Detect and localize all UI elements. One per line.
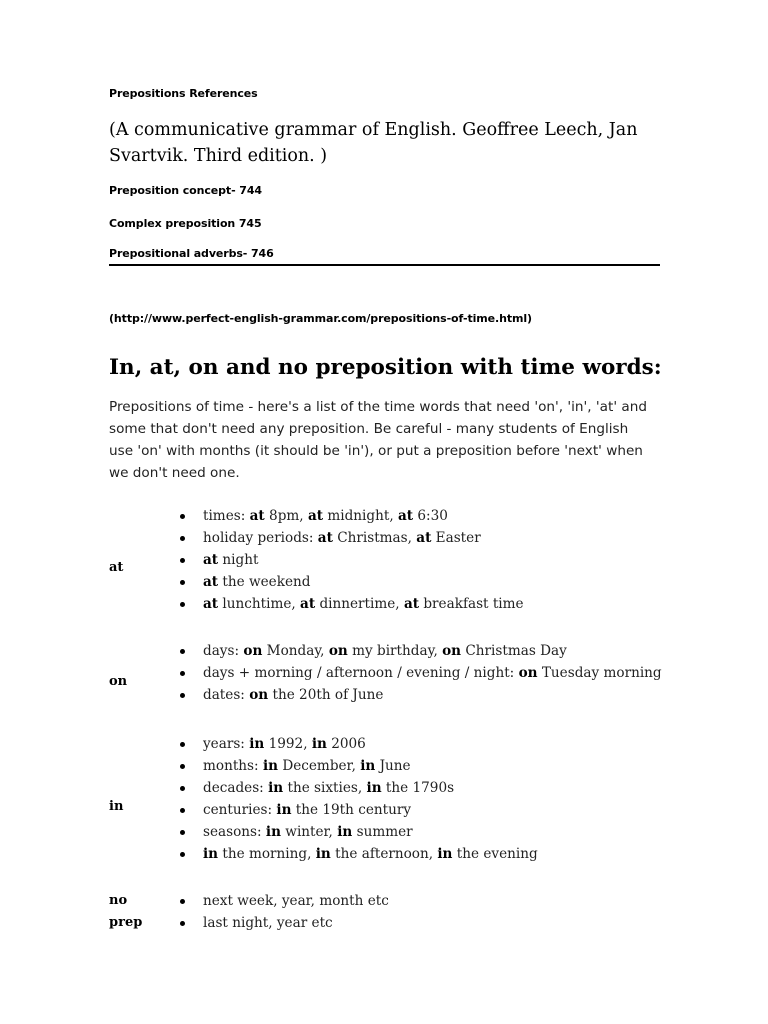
list-item: times: at 8pm, at midnight, at 6:30	[180, 505, 448, 527]
references-title: Prepositions References	[109, 87, 258, 100]
group-label-on: on	[109, 674, 128, 689]
bullet-icon	[180, 921, 185, 926]
bullet-icon	[180, 558, 185, 563]
bullet-icon	[180, 899, 185, 904]
list-item: centuries: in the 19th century	[180, 799, 411, 821]
section-heading: In, at, on and no preposition with time words:	[109, 355, 662, 380]
group-label-no: no	[109, 893, 128, 908]
reference-adverbs: Prepositional adverbs- 746	[109, 247, 274, 260]
bullet-icon	[180, 602, 185, 607]
source-url-link[interactable]: (http://www.perfect-english-grammar.com/prepositions-of-time.html)	[109, 312, 532, 325]
list-item: at night	[180, 549, 258, 571]
reference-complex: Complex preposition 745	[109, 217, 262, 230]
list-item: last night, year etc	[180, 912, 333, 934]
bullet-icon	[180, 649, 185, 654]
list-item: days + morning / afternoon / evening / night: on Tuesday morning	[180, 662, 662, 684]
list-item: days: on Monday, on my birthday, on Christmas Day	[180, 640, 567, 662]
group-label-at: at	[109, 560, 124, 575]
list-item: next week, year, month etc	[180, 890, 389, 912]
list-item: dates: on the 20th of June	[180, 684, 383, 706]
book-citation: (A communicative grammar of English. Geoffree Leech, Jan Svartvik. Third edition. )	[109, 120, 638, 166]
bullet-icon	[180, 786, 185, 791]
list-item: seasons: in winter, in summer	[180, 821, 413, 843]
list-item: decades: in the sixties, in the 1790s	[180, 777, 454, 799]
bullet-icon	[180, 830, 185, 835]
list-item: months: in December, in June	[180, 755, 411, 777]
bullet-icon	[180, 536, 185, 541]
intro-paragraph: Prepositions of time - here's a list of the time words that need 'on', 'in', 'at' and some that don't need any preposition. Be careful - many students of English use 'on' with months (it should be 'in'), or put a preposition before 'next' when we don't need one.	[109, 399, 647, 481]
group-label-prep: prep	[109, 915, 143, 930]
bullet-icon	[180, 693, 185, 698]
group-label-in: in	[109, 799, 124, 814]
bullet-icon	[180, 580, 185, 585]
bullet-icon	[180, 764, 185, 769]
reference-concept: Preposition concept- 744	[109, 184, 262, 197]
list-item: at the weekend	[180, 571, 310, 593]
horizontal-divider	[109, 264, 660, 266]
bullet-icon	[180, 514, 185, 519]
list-item: at lunchtime, at dinnertime, at breakfast time	[180, 593, 524, 615]
bullet-icon	[180, 742, 185, 747]
bullet-icon	[180, 852, 185, 857]
list-item: years: in 1992, in 2006	[180, 733, 366, 755]
list-item: holiday periods: at Christmas, at Easter	[180, 527, 481, 549]
bullet-icon	[180, 808, 185, 813]
bullet-icon	[180, 671, 185, 676]
list-item: in the morning, in the afternoon, in the evening	[180, 843, 538, 865]
